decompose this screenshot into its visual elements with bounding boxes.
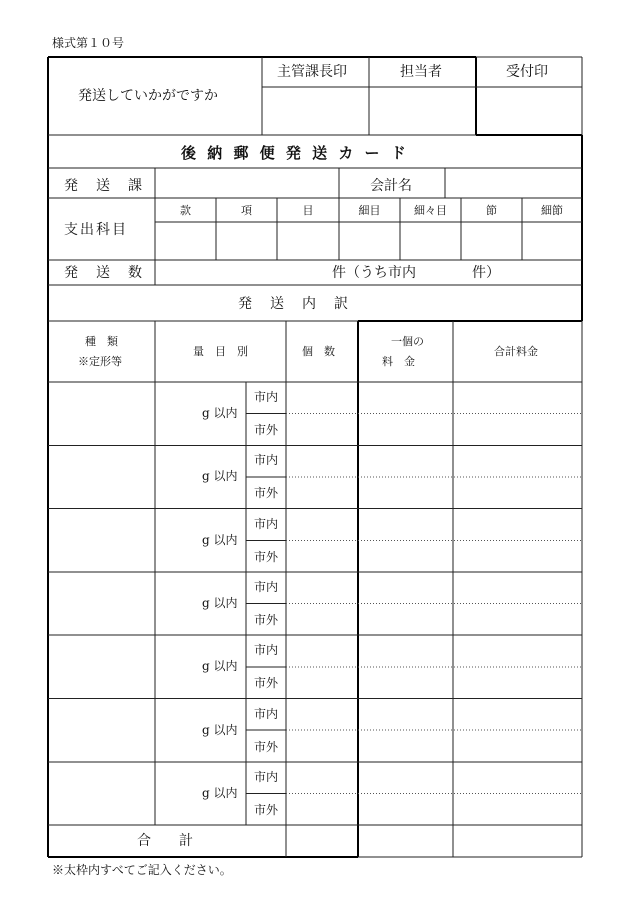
expense-column-label: 細々目 bbox=[414, 204, 447, 217]
col-unit-price-1: 一個の bbox=[391, 335, 424, 348]
outside-city-label: 市外 bbox=[254, 676, 279, 691]
expense-column-label: 項 bbox=[241, 204, 252, 217]
expense-item-label: 支出科目 bbox=[64, 222, 128, 238]
sending-section-label: 発 送 課 bbox=[64, 178, 144, 194]
weight-limit-label: g 以内 bbox=[202, 532, 238, 547]
col-count: 個 数 bbox=[302, 345, 335, 358]
expense-column-label: 目 bbox=[302, 204, 314, 217]
weight-limit-label: g 以内 bbox=[202, 595, 238, 610]
expense-column-label: 款 bbox=[180, 204, 191, 217]
outside-city-label: 市外 bbox=[254, 549, 279, 564]
person-in-charge-label: 担当者 bbox=[400, 64, 442, 80]
weight-limit-label: g 以内 bbox=[202, 406, 238, 420]
col-type: 種 類 bbox=[85, 335, 118, 348]
expense-column-label: 節 bbox=[486, 204, 497, 217]
footnote: ※太枠内すべてご記入ください。 bbox=[52, 863, 232, 877]
col-unit-price-2: 料 金 bbox=[382, 355, 415, 368]
inside-city-label: 市内 bbox=[254, 516, 279, 531]
weight-limit-label: g 以内 bbox=[202, 469, 238, 484]
accounting-name-label: 会計名 bbox=[370, 178, 412, 194]
inside-city-label: 市内 bbox=[254, 706, 279, 721]
breakdown-title: 発 送 内 訳 bbox=[238, 296, 350, 312]
weight-limit-label: g 以内 bbox=[202, 659, 238, 674]
col-total-fee: 合計料金 bbox=[494, 345, 538, 358]
outside-city-label: 市外 bbox=[254, 423, 279, 437]
quantity-label: 発 送 数 bbox=[64, 265, 144, 281]
inside-city-label: 市内 bbox=[254, 390, 279, 404]
outside-city-label: 市外 bbox=[254, 486, 279, 501]
outside-city-label: 市外 bbox=[254, 739, 279, 754]
form-number: 様式第１０号 bbox=[52, 36, 125, 50]
card-title: 後 納 郵 便 発 送 カ ー ド bbox=[181, 144, 409, 162]
col-weight: 量 目 別 bbox=[193, 345, 248, 358]
inside-city-label: 市内 bbox=[254, 769, 279, 784]
outside-city-label: 市外 bbox=[254, 802, 279, 817]
inside-city-label: 市内 bbox=[254, 579, 279, 594]
weight-limit-label: g 以内 bbox=[202, 722, 238, 737]
expense-column-label: 細節 bbox=[541, 204, 563, 217]
inside-city-label: 市内 bbox=[254, 643, 279, 658]
outside-city-label: 市外 bbox=[254, 612, 279, 627]
send-prompt: 発送していかがですか bbox=[78, 88, 218, 104]
chief-seal-label: 主管課長印 bbox=[277, 64, 347, 80]
col-type-note: ※定形等 bbox=[78, 355, 122, 368]
inside-city-label: 市内 bbox=[254, 453, 279, 468]
reception-seal-label: 受付印 bbox=[506, 64, 548, 80]
quantity-unit: 件（うち市内 件） bbox=[332, 265, 500, 281]
total-label: 合 計 bbox=[137, 833, 193, 849]
weight-limit-label: g 以内 bbox=[202, 785, 238, 800]
expense-column-label: 細目 bbox=[358, 204, 381, 217]
